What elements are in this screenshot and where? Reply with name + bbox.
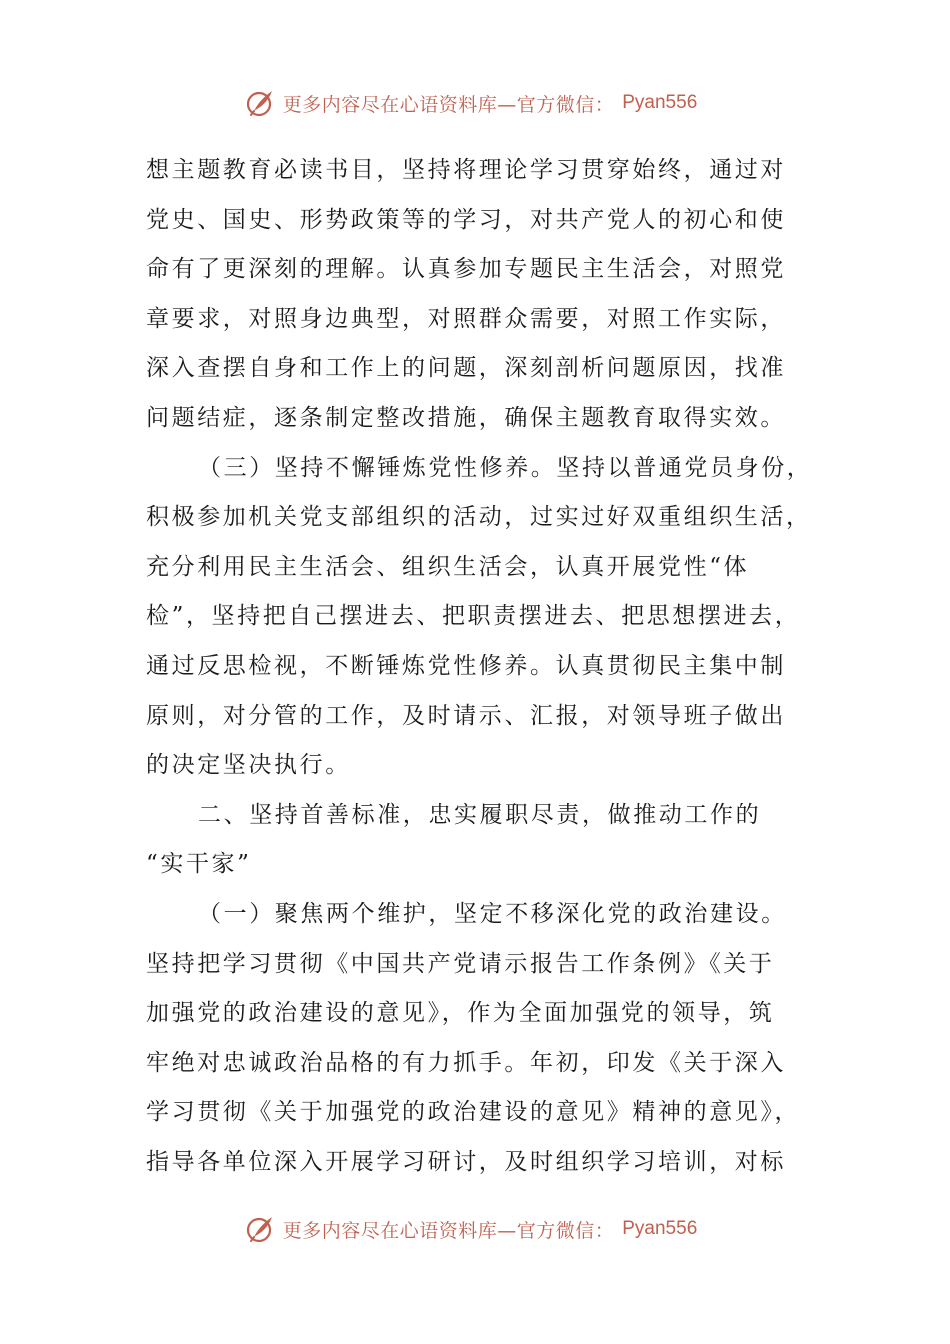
footer-banner	[0, 1209, 950, 1249]
text-line: 党史、国史、形势政策等的学习，对共产党人的初心和使	[146, 206, 786, 233]
text-line: 的决定坚决执行。	[146, 752, 351, 779]
text-line: 充分利用民主生活会、组织生活会，认真开展党性“体	[146, 553, 750, 580]
text-line: 命有了更深刻的理解。认真参加专题民主生活会，对照党	[146, 256, 786, 283]
text-line: 积极参加机关党支部组织的活动，过实过好双重组织生活，	[146, 504, 812, 531]
paragraph-heading-1: （一）聚焦两个维护，坚定不移深化党的政治建设。	[198, 900, 787, 927]
text-line: 检”，坚持把自己摆进去、把职责摆进去、把思想摆进去，	[146, 603, 801, 630]
text-line: 学习贯彻《关于加强党的政治建设的意见》精神的意见》，	[146, 1099, 801, 1126]
banner-text: 更多内容尽在心语资料库—官方微信：	[282, 93, 615, 116]
paragraph-heading-3: （三）坚持不懈锤炼党性修养。坚持以普通党员身份，	[198, 454, 813, 481]
text-line: 加强党的政治建设的意见》，作为全面加强党的领导，筑	[146, 1000, 775, 1027]
section-heading-2: 二、坚持首善标准，忠实履职尽责，做推动工作的	[198, 801, 762, 828]
text-line: 想主题教育必读书目，坚持将理论学习贯穿始终，通过对	[146, 157, 786, 183]
quill-pen-logo-icon	[245, 87, 277, 119]
text-line: 章要求，对照身边典型，对照群众需要，对照工作实际，	[146, 305, 786, 332]
section-heading-2-continued: “实干家”	[146, 851, 252, 878]
text-line: 牢绝对忠诚政治品格的有力抓手。年初，印发《关于深入	[146, 1049, 786, 1076]
banner-wechat-handle: Pyan556	[622, 1218, 698, 1239]
banner-text: 更多内容尽在心语资料库—官方微信：	[282, 1219, 615, 1242]
text-line: 指导各单位深入开展学习研讨，及时组织学习培训，对标	[146, 1148, 786, 1175]
text-line: 坚持把学习贯彻《中国共产党请示报告工作条例》《关于	[146, 950, 775, 977]
document-body	[146, 146, 813, 1187]
banner-wechat-handle: Pyan556	[622, 92, 698, 113]
text-line: 原则，对分管的工作，及时请示、汇报，对领导班子做出	[146, 702, 786, 729]
text-line: 通过反思检视，不断锤炼党性修养。认真贯彻民主集中制	[146, 652, 786, 679]
quill-pen-logo-icon	[245, 1213, 277, 1245]
text-line: 深入查摆自身和工作上的问题，深刻剖析问题原因，找准	[146, 355, 786, 382]
text-line: 问题结症，逐条制定整改措施，确保主题教育取得实效。	[146, 404, 786, 431]
header-banner	[0, 83, 950, 123]
